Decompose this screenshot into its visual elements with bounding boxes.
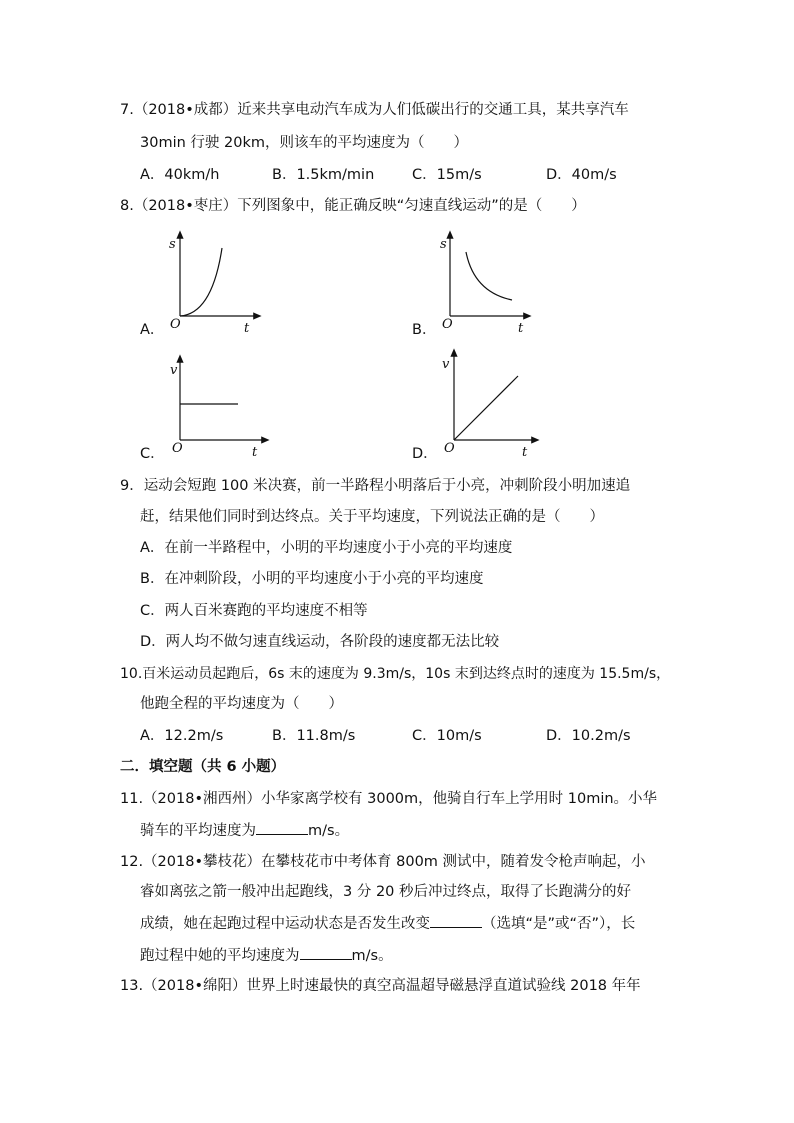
graph-a	[162, 228, 262, 338]
q8-option-d: D．	[412, 446, 438, 462]
q9-option-c: C．两人百米赛跑的平均速度不相等	[140, 603, 368, 619]
q11-line1: 11.（2018•湘西州）小华家离学校有 3000m，他骑自行车上学用时 10min。小华	[120, 791, 658, 807]
q12-line4-post: m/s。	[351, 948, 393, 964]
graph-b-ylabel: s	[440, 237, 447, 252]
q7-line1: 7.（2018•成都）近来共享电动汽车成为人们低碳出行的交通工具，某共享汽车	[120, 102, 629, 118]
q12-line3	[140, 913, 635, 934]
q7-option-b: B．1.5km/min	[272, 167, 375, 183]
graph-d-line	[454, 376, 518, 440]
q11-line2-post: m/s。	[308, 823, 350, 839]
q12-answer-blank-1[interactable]	[430, 913, 482, 928]
graph-b-curve	[466, 252, 512, 300]
graph-c	[162, 352, 270, 462]
graph-a-ylabel: s	[169, 237, 176, 252]
q12-line3-post: （选填“是”或“否”），长	[482, 916, 636, 932]
q12-line2: 睿如离弦之箭一般冲出起跑线，3 分 20 秒后冲过终点，取得了长跑满分的好	[140, 884, 632, 900]
graph-d	[436, 346, 540, 462]
section-fill-in-blank-title: 二．填空题（共 6 小题）	[120, 759, 286, 775]
graph-b	[432, 228, 532, 338]
q10-option-d: D．10.2m/s	[546, 728, 631, 744]
q10-option-b: B．11.8m/s	[272, 728, 356, 744]
q7-option-d: D．40m/s	[546, 167, 617, 183]
q10-option-c: C．10m/s	[412, 728, 482, 744]
q10-line1: 10.百米运动员起跑后，6s 末的速度为 9.3m/s，10s 末到达终点时的速度为 15.5m/s，	[120, 666, 671, 682]
q11-line2-pre: 骑车的平均速度为	[140, 823, 256, 839]
q7-line2: 30min 行驶 20km，则该车的平均速度为（ ）	[140, 135, 468, 151]
graph-a-origin: O	[170, 317, 181, 332]
q9-option-d: D．两人均不做匀速直线运动，各阶段的速度都无法比较	[140, 634, 500, 650]
q8-line1: 8.（2018•枣庄）下列图象中，能正确反映“匀速直线运动”的是（ ）	[120, 198, 586, 214]
q7-option-c: C．15m/s	[412, 167, 482, 183]
q9-option-b: B．在冲刺阶段，小明的平均速度小于小亮的平均速度	[140, 571, 484, 587]
q11-answer-blank[interactable]	[256, 820, 308, 835]
q7-option-a: A．40km/h	[140, 167, 220, 183]
q9-option-a: A．在前一半路程中，小明的平均速度小于小亮的平均速度	[140, 540, 513, 556]
graph-d-xlabel: t	[522, 445, 528, 460]
q12-answer-blank-2[interactable]	[300, 945, 352, 960]
graph-a-xlabel: t	[244, 321, 250, 336]
q13-line1: 13.（2018•绵阳）世界上时速最快的真空高温超导磁悬浮直道试验线 2018 年年	[120, 978, 641, 994]
graph-b-origin: O	[442, 317, 453, 332]
q12-line4	[140, 945, 393, 966]
graph-b-xlabel: t	[518, 321, 524, 336]
q8-option-c: C．	[140, 446, 165, 462]
q12-line3-pre: 成绩，她在起跑过程中运动状态是否发生改变	[140, 916, 430, 932]
graph-c-origin: O	[172, 441, 183, 456]
graph-d-ylabel: v	[442, 357, 450, 372]
q10-option-a: A．12.2m/s	[140, 728, 224, 744]
graph-d-origin: O	[444, 441, 455, 456]
q8-option-a: A．	[140, 322, 165, 338]
q12-line4-pre: 跑过程中她的平均速度为	[140, 948, 300, 964]
graph-c-ylabel: v	[170, 363, 178, 378]
q9-line2: 赶，结果他们同时到达终点。关于平均速度，下列说法正确的是（ ）	[140, 509, 604, 525]
graph-a-curve	[180, 248, 222, 316]
q10-line2: 他跑全程的平均速度为（ ）	[140, 696, 343, 712]
q8-option-b: B．	[412, 322, 437, 338]
q11-line2	[140, 820, 349, 841]
graph-c-xlabel: t	[252, 445, 258, 460]
q9-line1: 9．运动会短跑 100 米决赛，前一半路程小明落后于小亮，冲刺阶段小明加速追	[120, 478, 631, 494]
q12-line1: 12.（2018•攀枝花）在攀枝花市中考体育 800m 测试中，随着发令枪声响起，小	[120, 854, 646, 870]
